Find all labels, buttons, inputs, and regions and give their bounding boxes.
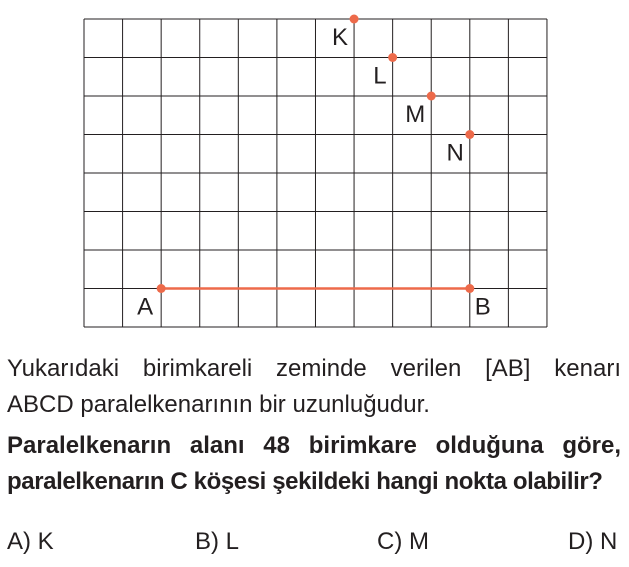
option-d-letter: D) (568, 528, 594, 555)
point-k-dot (350, 15, 359, 24)
point-m-dot (427, 92, 436, 101)
point-a-dot (157, 284, 166, 293)
point-l-label: L (373, 62, 387, 90)
point-l-dot (388, 53, 397, 62)
point-a-label: A (137, 293, 154, 321)
question-line-1: Paralelkenarın alanı 48 birimkare olduğuna göre, (7, 432, 621, 459)
statement-line-1: Yukarıdaki birimkareli zeminde verilen [AB] kenarı (7, 355, 621, 382)
statement-line-2: ABCD paralelkenarının bir uzunluğudur. (7, 391, 430, 418)
option-a[interactable] (7, 528, 54, 556)
option-d[interactable] (568, 528, 617, 556)
option-c[interactable] (377, 528, 429, 556)
option-b-value: L (225, 528, 240, 555)
point-b-dot (465, 284, 474, 293)
point-n-label: N (446, 139, 464, 167)
point-n-dot (465, 130, 474, 139)
point-m-label: M (405, 101, 426, 128)
option-c-value: M (409, 528, 429, 555)
option-a-letter: A) (7, 528, 31, 555)
option-d-value: N (600, 528, 618, 555)
point-b-label: B (474, 293, 491, 321)
grid-lines (84, 19, 547, 327)
option-b[interactable] (195, 528, 239, 556)
option-b-letter: B) (195, 528, 219, 555)
candidate-points (332, 15, 474, 167)
question-line-2: paralelkenarın C köşesi şekildeki hangi nokta olabilir? (7, 468, 603, 495)
point-k-label: K (332, 24, 349, 51)
option-c-letter: C) (377, 528, 403, 555)
option-a-value: K (37, 528, 54, 555)
